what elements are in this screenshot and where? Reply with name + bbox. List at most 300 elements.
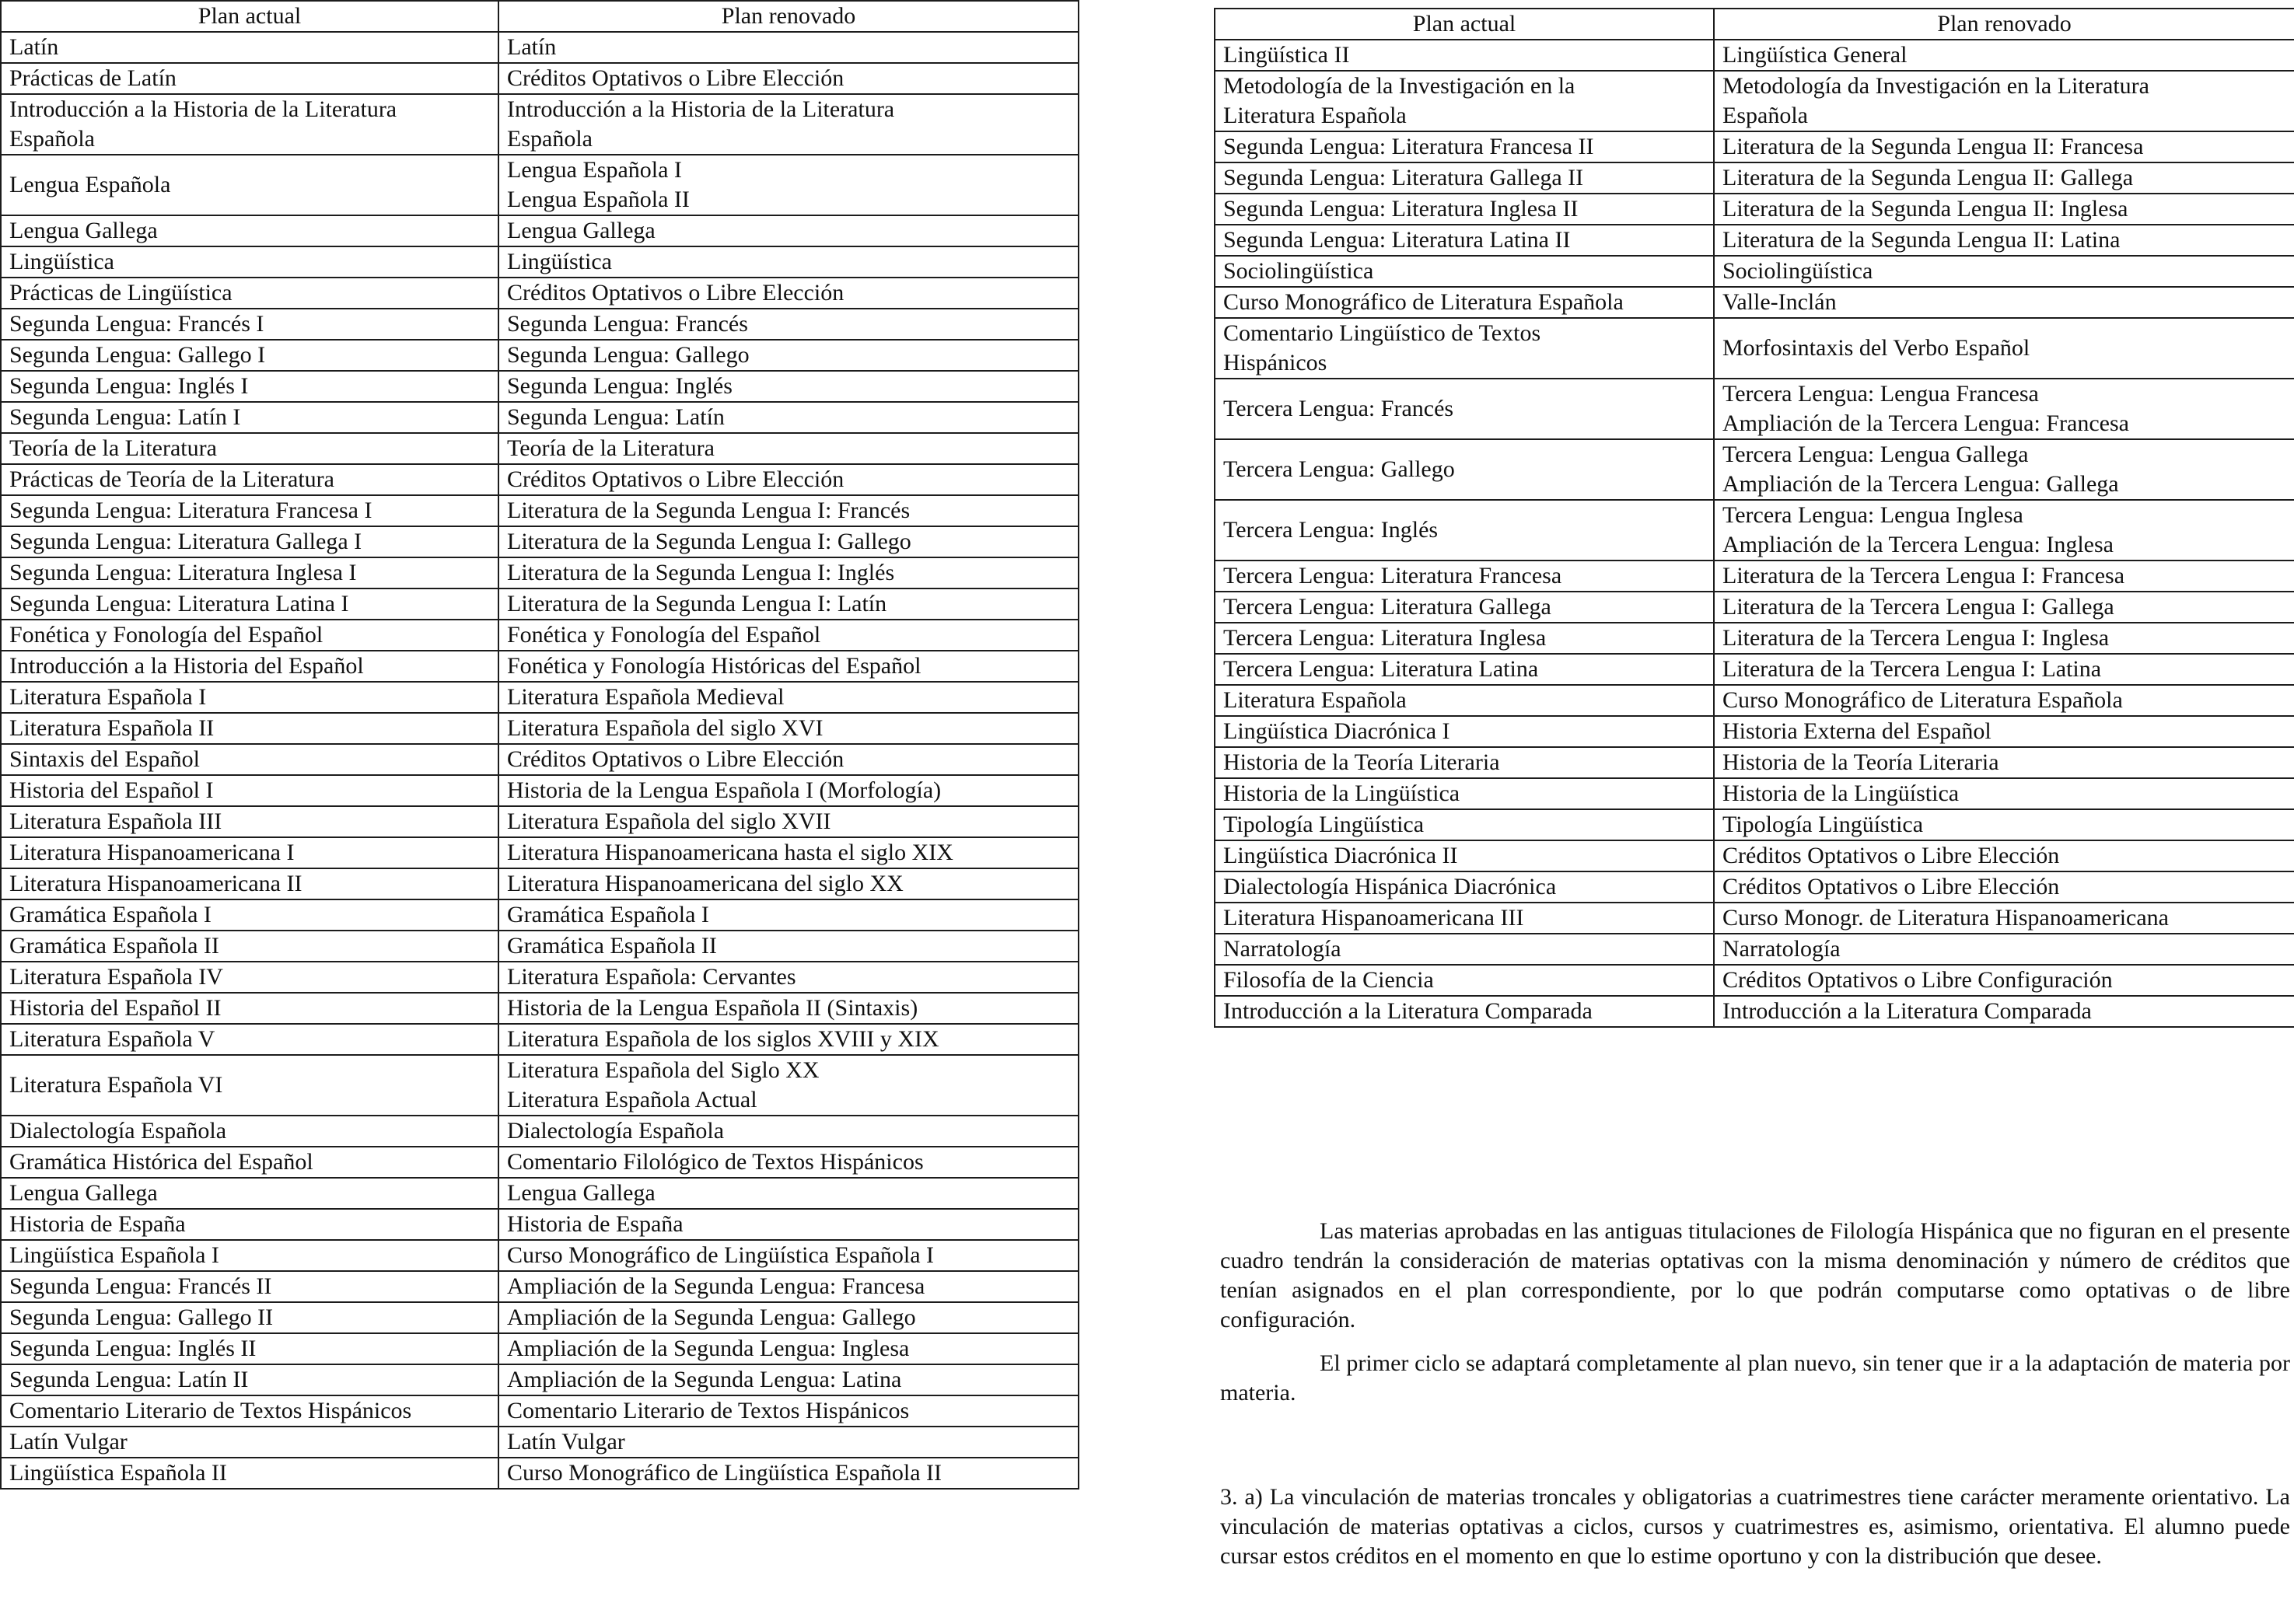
table-row — [1215, 903, 2294, 934]
cell-renovado — [498, 620, 1079, 651]
cell-renovado — [498, 1333, 1079, 1364]
cell-line: Segunda Lengua: Literatura Inglesa II — [1223, 196, 1579, 222]
left-equivalence-table — [0, 0, 1079, 1490]
cell-line: Historia de la Lengua Española I (Morfología) — [507, 777, 942, 803]
table-row — [1, 993, 1079, 1024]
cell-line: Sociolingüística — [1722, 258, 1873, 284]
cell-line: Ampliación de la Tercera Lengua: Inglesa — [1722, 532, 2114, 557]
cell-line: Fonética y Fonología del Español — [507, 622, 821, 648]
table-header-row — [1, 1, 1079, 32]
cell-renovado — [1714, 287, 2294, 318]
table-row — [1215, 379, 2294, 439]
table-row — [1, 931, 1079, 962]
cell-line: Historia del Español II — [9, 995, 222, 1021]
cell-line: Historia de la Teoría Literaria — [1223, 749, 1500, 775]
cell-actual — [1, 402, 498, 433]
table-row — [1215, 778, 2294, 809]
cell-actual — [1215, 965, 1714, 996]
cell-actual — [1215, 934, 1714, 965]
table-row — [1215, 623, 2294, 654]
cell-renovado — [1714, 561, 2294, 592]
cell-line: Lengua Gallega — [9, 218, 158, 243]
cell-actual — [1215, 561, 1714, 592]
cell-line: Literatura de la Segunda Lengua I: Latín — [507, 591, 887, 616]
table-row — [1215, 996, 2294, 1027]
table-row — [1215, 809, 2294, 840]
cell-actual — [1, 713, 498, 744]
cell-actual — [1, 1240, 498, 1271]
cell-line: Introducción a la Historia del Español — [9, 653, 364, 679]
cell-renovado — [1714, 840, 2294, 871]
cell-actual — [1, 371, 498, 402]
table-row — [1, 1055, 1079, 1116]
table-row — [1, 309, 1079, 340]
cell-line: Créditos Optativos o Libre Configuración — [1722, 967, 2113, 993]
cell-renovado — [1714, 965, 2294, 996]
cell-actual — [1, 1333, 498, 1364]
table-row — [1215, 500, 2294, 561]
table-row — [1, 837, 1079, 868]
cell-actual — [1, 993, 498, 1024]
cell-renovado — [498, 868, 1079, 899]
cell-line: Literatura Española V — [9, 1026, 215, 1052]
cell-line: Literatura Española III — [9, 809, 222, 834]
cell-renovado — [498, 651, 1079, 682]
cell-renovado — [498, 1147, 1079, 1178]
cell-actual — [1215, 903, 1714, 934]
table-row — [1, 899, 1079, 931]
cell-renovado — [498, 371, 1079, 402]
cell-line: Sociolingüística — [1223, 258, 1374, 284]
cell-actual — [1215, 716, 1714, 747]
table-row — [1, 1147, 1079, 1178]
table-row — [1, 63, 1079, 94]
cell-line: Ampliación de la Segunda Lengua: Inglesa — [507, 1336, 910, 1361]
cell-renovado — [1714, 162, 2294, 194]
cell-actual — [1215, 685, 1714, 716]
cell-line: Literatura Hispanoamericana hasta el siglo XIX — [507, 840, 953, 865]
cell-renovado — [1714, 623, 2294, 654]
cell-renovado — [1714, 685, 2294, 716]
cell-line: Lingüística Española II — [9, 1460, 227, 1486]
cell-actual — [1215, 439, 1714, 500]
cell-line: Curso Monográfico de Literatura Española — [1722, 687, 2123, 713]
cell-line: Tercera Lengua: Literatura Francesa — [1223, 563, 1562, 588]
cell-actual — [1, 1024, 498, 1055]
cell-line: Gramática Española II — [507, 933, 717, 959]
cell-line: Historia de España — [507, 1211, 684, 1237]
cell-line: Teoría de la Literatura — [507, 435, 715, 461]
cell-renovado — [498, 1024, 1079, 1055]
table-row — [1, 1458, 1079, 1489]
cell-line: Gramática Histórica del Español — [9, 1149, 313, 1175]
cell-line: Metodología da Investigación en la Literatura — [1722, 73, 2149, 99]
cell-line: Créditos Optativos o Libre Elección — [507, 746, 845, 772]
cell-renovado — [498, 899, 1079, 931]
cell-line: Lingüística Diacrónica I — [1223, 718, 1450, 744]
cell-actual — [1, 32, 498, 63]
cell-renovado — [498, 744, 1079, 775]
cell-actual — [1, 868, 498, 899]
cell-line: Tercera Lengua: Lengua Gallega — [1722, 442, 2029, 467]
cell-line: Literatura de la Segunda Lengua I: Inglés — [507, 560, 895, 585]
cell-line: Segunda Lengua: Latín I — [9, 404, 241, 430]
cell-line: Literatura de la Segunda Lengua II: Latina — [1722, 227, 2121, 253]
table-row — [1, 713, 1079, 744]
cell-actual — [1, 620, 498, 651]
cell-line: Literatura Hispanoamericana II — [9, 871, 302, 896]
cell-line: Tercera Lengua: Lengua Francesa — [1722, 381, 2039, 407]
cell-actual — [1, 278, 498, 309]
table-row — [1215, 685, 2294, 716]
cell-line: Filosofía de la Ciencia — [1223, 967, 1434, 993]
cell-line: Segunda Lengua: Literatura Latina I — [9, 591, 349, 616]
cell-line: Dialectología Española — [9, 1118, 227, 1144]
table-row — [1, 278, 1079, 309]
cell-line: Valle-Inclán — [1722, 289, 1837, 315]
cell-actual — [1, 464, 498, 495]
cell-line: Narratología — [1722, 936, 1841, 962]
table-row — [1215, 592, 2294, 623]
cell-line: Prácticas de Lingüística — [9, 280, 233, 306]
cell-renovado — [498, 962, 1079, 993]
cell-line: Historia del Español I — [9, 777, 214, 803]
table-row — [1215, 194, 2294, 225]
cell-actual — [1, 588, 498, 620]
cell-line: Créditos Optativos o Libre Elección — [1722, 843, 2060, 868]
cell-line: Segunda Lengua: Francés I — [9, 311, 264, 337]
cell-line: Ampliación de la Tercera Lengua: Francesa — [1722, 410, 2129, 436]
cell-renovado — [498, 1240, 1079, 1271]
cell-renovado — [1714, 996, 2294, 1027]
cell-actual — [1215, 287, 1714, 318]
cell-actual — [1, 1055, 498, 1116]
cell-actual — [1215, 592, 1714, 623]
cell-line: Dialectología Hispánica Diacrónica — [1223, 874, 1557, 899]
cell-actual — [1, 806, 498, 837]
table-row — [1215, 561, 2294, 592]
table-row — [1215, 439, 2294, 500]
cell-renovado — [498, 1364, 1079, 1395]
table-row — [1215, 287, 2294, 318]
paragraph-optional-subjects: Las materias aprobadas en las antiguas titulaciones de Filología Hispánica que no figuran en el presente cuadro tendrán la consideración de materias optativas con la misma denominación y número de créditos que tenían asignados en el plan correspondiente, por lo que podrán computarse como optativas o de libre configuración. — [1220, 1218, 2290, 1332]
cell-renovado — [1714, 225, 2294, 256]
table-row — [1, 775, 1079, 806]
cell-actual — [1215, 654, 1714, 685]
table-header-row — [1215, 9, 2294, 40]
cell-line: Créditos Optativos o Libre Elección — [507, 280, 845, 306]
cell-line: Segunda Lengua: Gallego II — [9, 1304, 274, 1330]
table-row — [1215, 716, 2294, 747]
cell-renovado — [498, 1271, 1079, 1302]
cell-renovado — [1714, 654, 2294, 685]
table-row — [1215, 965, 2294, 996]
cell-line: Introducción a la Historia de la Literatura — [9, 96, 397, 122]
table-row — [1, 557, 1079, 588]
cell-line: Comentario Filológico de Textos Hispánicos — [507, 1149, 924, 1175]
cell-line: Segunda Lengua: Latín II — [9, 1367, 249, 1392]
cell-line: Ampliación de la Segunda Lengua: Francesa — [507, 1273, 925, 1299]
cell-renovado — [1714, 871, 2294, 903]
table-row — [1, 495, 1079, 526]
cell-renovado — [498, 433, 1079, 464]
cell-actual — [1, 682, 498, 713]
cell-line: Tercera Lengua: Literatura Inglesa — [1223, 625, 1547, 651]
table-row — [1215, 318, 2294, 379]
cell-actual — [1, 651, 498, 682]
cell-line: Tipología Lingüística — [1722, 812, 1924, 837]
cell-renovado — [1714, 500, 2294, 561]
cell-actual — [1, 433, 498, 464]
cell-line: Segunda Lengua: Literatura Francesa I — [9, 498, 372, 523]
table-row — [1215, 131, 2294, 162]
table-row — [1, 340, 1079, 371]
cell-line: Introducción a la Literatura Comparada — [1223, 998, 1593, 1024]
cell-line: Literatura Española Actual — [507, 1087, 757, 1112]
table-row — [1, 1024, 1079, 1055]
cell-line: Literatura Española Medieval — [507, 684, 785, 710]
cell-line: Narratología — [1223, 936, 1341, 962]
cell-renovado — [498, 713, 1079, 744]
cell-line: Literatura Española II — [9, 715, 215, 741]
cell-actual — [1, 1147, 498, 1178]
cell-renovado — [498, 94, 1079, 155]
table-row — [1215, 840, 2294, 871]
cell-line: Comentario Literario de Textos Hispánicos — [507, 1398, 910, 1423]
cell-renovado — [498, 1055, 1079, 1116]
paragraph-section-3a: 3. a) La vinculación de materias troncales y obligatorias a cuatrimestres tiene carácter meramente orientativo. La vinculación de materias optativas a ciclos, cursos y cuatrimestres es, asimismo, orientativa. El alumno puede cursar estos créditos en el momento en que lo estime oportuno y con la distribución que desee. — [1220, 1484, 2290, 1569]
header-plan-renovado: Plan renovado — [1714, 9, 2294, 40]
table-row — [1, 215, 1079, 246]
right-equivalence-table — [1214, 8, 2294, 1028]
cell-actual — [1, 1395, 498, 1427]
cell-line: Literatura de la Tercera Lengua I: Inglesa — [1722, 625, 2110, 651]
cell-actual — [1, 557, 498, 588]
cell-renovado — [498, 588, 1079, 620]
table-row — [1, 1116, 1079, 1147]
cell-line: Curso Monográfico de Lingüística Española II — [507, 1460, 942, 1486]
table-row — [1, 32, 1079, 63]
table-row — [1, 868, 1079, 899]
table-row — [1215, 40, 2294, 71]
cell-line: Créditos Optativos o Libre Elección — [1722, 874, 2060, 899]
cell-line: Fonética y Fonología del Español — [9, 622, 323, 648]
header-plan-actual: Plan actual — [1215, 9, 1714, 40]
header-plan-actual: Plan actual — [1, 1, 498, 32]
cell-renovado — [1714, 439, 2294, 500]
cell-line: Sintaxis del Español — [9, 746, 200, 772]
cell-line: Prácticas de Teoría de la Literatura — [9, 466, 334, 492]
paragraph-first-cycle: El primer ciclo se adaptará completamente al plan nuevo, sin tener que ir a la adaptación de materia por materia. — [1220, 1350, 2290, 1406]
cell-line: Segunda Lengua: Literatura Gallega I — [9, 529, 362, 554]
table-row — [1, 806, 1079, 837]
table-row — [1215, 162, 2294, 194]
cell-line: Literatura Española I — [9, 684, 207, 710]
cell-line: Segunda Lengua: Inglés I — [9, 373, 249, 399]
cell-renovado — [498, 1458, 1079, 1489]
cell-line: Ampliación de la Segunda Lengua: Gallego — [507, 1304, 916, 1330]
cell-line: Literatura Española — [1223, 103, 1407, 128]
table-row — [1, 246, 1079, 278]
cell-renovado — [1714, 131, 2294, 162]
cell-line: Gramática Española I — [507, 902, 709, 927]
cell-line: Historia de la Lingüística — [1722, 781, 1960, 806]
table-row — [1215, 654, 2294, 685]
cell-line: Española — [1722, 103, 1808, 128]
cell-renovado — [1714, 40, 2294, 71]
cell-line: Tercera Lengua: Literatura Latina — [1223, 656, 1539, 682]
cell-line: Segunda Lengua: Literatura Francesa II — [1223, 134, 1594, 159]
table-row — [1215, 256, 2294, 287]
cell-renovado — [498, 1178, 1079, 1209]
cell-line: Lengua Española — [9, 172, 171, 197]
table-row — [1, 464, 1079, 495]
cell-actual — [1215, 623, 1714, 654]
cell-renovado — [498, 340, 1079, 371]
cell-line: Segunda Lengua: Inglés — [507, 373, 733, 399]
cell-line: Lengua Española I — [507, 157, 682, 183]
cell-line: Tercera Lengua: Inglés — [1223, 517, 1439, 543]
cell-renovado — [498, 63, 1079, 94]
table-row — [1, 620, 1079, 651]
cell-actual — [1, 1178, 498, 1209]
cell-actual — [1215, 747, 1714, 778]
cell-line: Literatura de la Segunda Lengua II: Inglesa — [1722, 196, 2128, 222]
table-row — [1, 651, 1079, 682]
table-row — [1, 1364, 1079, 1395]
cell-line: Literatura Española IV — [9, 964, 223, 990]
cell-actual — [1215, 256, 1714, 287]
cell-renovado — [1714, 379, 2294, 439]
table-row — [1, 526, 1079, 557]
cell-actual — [1, 1364, 498, 1395]
table-row — [1, 744, 1079, 775]
table-row — [1, 1209, 1079, 1240]
cell-renovado — [498, 682, 1079, 713]
cell-renovado — [498, 775, 1079, 806]
table-row — [1, 1333, 1079, 1364]
cell-renovado — [498, 806, 1079, 837]
cell-line: Tercera Lengua: Francés — [1223, 396, 1454, 421]
cell-renovado — [1714, 194, 2294, 225]
cell-line: Literatura de la Segunda Lengua II: Francesa — [1722, 134, 2144, 159]
cell-actual — [1215, 500, 1714, 561]
table-row — [1, 682, 1079, 713]
cell-actual — [1, 899, 498, 931]
cell-actual — [1, 1209, 498, 1240]
cell-line: Segunda Lengua: Literatura Inglesa I — [9, 560, 357, 585]
cell-actual — [1215, 379, 1714, 439]
cell-actual — [1215, 778, 1714, 809]
cell-line: Tercera Lengua: Gallego — [1223, 456, 1455, 482]
cell-line: Literatura de la Segunda Lengua II: Gallega — [1722, 165, 2134, 190]
cell-renovado — [498, 1395, 1079, 1427]
cell-line: Introducción a la Literatura Comparada — [1722, 998, 2092, 1024]
cell-line: Segunda Lengua: Latín — [507, 404, 725, 430]
table-row — [1, 1395, 1079, 1427]
cell-line: Prácticas de Latín — [9, 65, 177, 91]
table-row — [1, 1427, 1079, 1458]
cell-renovado — [1714, 318, 2294, 379]
cell-actual — [1, 94, 498, 155]
cell-actual — [1, 526, 498, 557]
cell-line: Curso Monográfico de Literatura Española — [1223, 289, 1624, 315]
cell-renovado — [1714, 716, 2294, 747]
table-row — [1, 371, 1079, 402]
cell-line: Literatura Española del siglo XVI — [507, 715, 824, 741]
cell-renovado — [498, 278, 1079, 309]
cell-line: Literatura de la Segunda Lengua I: Gallego — [507, 529, 911, 554]
cell-line: Española — [507, 126, 593, 152]
cell-line: Tercera Lengua: Lengua Inglesa — [1722, 502, 2023, 528]
cell-renovado — [498, 931, 1079, 962]
cell-actual — [1, 1116, 498, 1147]
cell-actual — [1215, 840, 1714, 871]
cell-actual — [1, 837, 498, 868]
cell-line: Literatura de la Tercera Lengua I: Latina — [1722, 656, 2102, 682]
cell-renovado — [498, 155, 1079, 215]
cell-actual — [1215, 809, 1714, 840]
table-row — [1, 588, 1079, 620]
table-row — [1215, 71, 2294, 131]
table-row — [1, 402, 1079, 433]
cell-renovado — [1714, 747, 2294, 778]
cell-actual — [1215, 131, 1714, 162]
table-row — [1, 1240, 1079, 1271]
cell-line: Historia de la Teoría Literaria — [1722, 749, 1999, 775]
cell-renovado — [498, 1209, 1079, 1240]
cell-line: Literatura Española — [1223, 687, 1407, 713]
cell-line: Morfosintaxis del Verbo Español — [1722, 335, 2030, 361]
cell-line: Literatura Española de los siglos XVIII y XIX — [507, 1026, 939, 1052]
cell-line: Historia de la Lingüística — [1223, 781, 1460, 806]
cell-actual — [1, 340, 498, 371]
cell-actual — [1215, 162, 1714, 194]
cell-line: Comentario Literario de Textos Hispánicos — [9, 1398, 412, 1423]
cell-renovado — [498, 993, 1079, 1024]
cell-line: Créditos Optativos o Libre Elección — [507, 466, 845, 492]
cell-line: Latín Vulgar — [507, 1429, 625, 1455]
cell-line: Curso Monográfico de Lingüística Española I — [507, 1242, 935, 1268]
cell-line: Latín — [9, 34, 59, 60]
cell-renovado — [498, 495, 1079, 526]
cell-actual — [1215, 871, 1714, 903]
cell-actual — [1, 1458, 498, 1489]
cell-renovado — [498, 309, 1079, 340]
cell-renovado — [1714, 778, 2294, 809]
cell-actual — [1215, 194, 1714, 225]
cell-line: Lengua Española II — [507, 187, 690, 212]
cell-actual — [1, 215, 498, 246]
cell-renovado — [498, 1116, 1079, 1147]
cell-line: Literatura Española VI — [9, 1072, 223, 1098]
cell-actual — [1, 1271, 498, 1302]
cell-line: Tipología Lingüística — [1223, 812, 1425, 837]
cell-renovado — [1714, 592, 2294, 623]
cell-renovado — [498, 1302, 1079, 1333]
header-plan-renovado: Plan renovado — [498, 1, 1079, 32]
cell-line: Créditos Optativos o Libre Elección — [507, 65, 845, 91]
table-row — [1215, 225, 2294, 256]
cell-line: Española — [9, 126, 95, 152]
cell-renovado — [1714, 934, 2294, 965]
cell-renovado — [498, 402, 1079, 433]
cell-line: Literatura de la Tercera Lengua I: Francesa — [1722, 563, 2125, 588]
cell-renovado — [1714, 809, 2294, 840]
cell-line: Literatura Española del siglo XVII — [507, 809, 831, 834]
cell-line: Latín — [507, 34, 557, 60]
cell-line: Literatura Hispanoamericana I — [9, 840, 295, 865]
